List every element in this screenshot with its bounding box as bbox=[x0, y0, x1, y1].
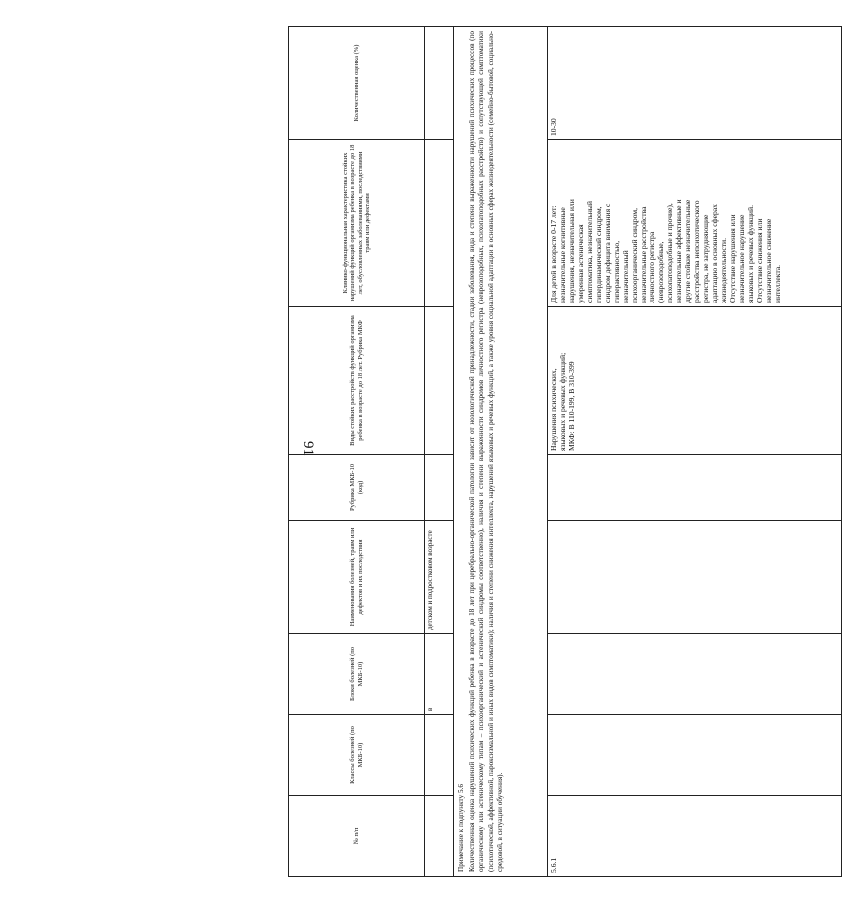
table-row bbox=[548, 27, 842, 877]
rotated-page-content bbox=[288, 27, 841, 877]
characteristic-line: регистра, не затрудняющие bbox=[701, 214, 711, 303]
page-number: 91 bbox=[300, 441, 316, 456]
characteristic-line: симптоматика, незначительный bbox=[584, 201, 594, 303]
subheader-row bbox=[425, 27, 454, 877]
characteristic-line: интеллекта. bbox=[772, 264, 782, 303]
characteristic-line: незначительные когнитивные bbox=[557, 207, 567, 303]
header-disease-blocks: Блоки болезней (по МКБ-10) bbox=[289, 634, 425, 715]
quantitative-score: 10-30 bbox=[548, 27, 842, 140]
header-disease-names: Наименования болезней, травм или дефектов и их последствия bbox=[289, 521, 425, 634]
characteristic-line: психоорганический синдром, bbox=[629, 208, 639, 303]
characteristic-line: языковых и речевых функций. bbox=[745, 205, 755, 303]
header-disease-classes: Классы болезней (по МКБ-10) bbox=[289, 715, 425, 796]
header-number: № п/п bbox=[289, 796, 425, 877]
characteristic-line: незначительное нарушение bbox=[737, 214, 747, 303]
row-number: 5.6.1 bbox=[548, 796, 842, 877]
characteristic-line: нарушения, незначительная или bbox=[566, 199, 576, 303]
header-disorder-types: Виды стойких расстройств функций организма ребенка в возрасте до 18 лет. Рубрика МКФ bbox=[289, 307, 425, 455]
note-row bbox=[454, 27, 548, 877]
characteristic-line: Отсутствие снижения или bbox=[754, 218, 764, 303]
disorder-type-line: МКФ: В 110-199, В 310-399 bbox=[566, 361, 576, 451]
disorder-type-line: Нарушения психических, bbox=[549, 368, 558, 451]
characteristic-line: незначительный bbox=[620, 250, 630, 303]
note-cell bbox=[454, 27, 548, 877]
characteristic-line: незначительное снижение bbox=[763, 218, 773, 303]
characteristic-line: адаптацию в основных сферах bbox=[710, 204, 720, 303]
characteristic-line: гиперактивностью, bbox=[611, 240, 621, 303]
header-icd-code: Рубрика МКБ-10 (код) bbox=[289, 455, 425, 521]
characteristic-line: умеренная астеническая bbox=[575, 224, 585, 303]
header-clinical-characteristic: Клинико-функциональная характеристика стойких нарушений функций организма ребенка в возрасте до 18 лет, обусловленных заболеваниями, последствиями травм или дефектами bbox=[289, 140, 425, 307]
characteristic-line: жизнедеятельности. bbox=[719, 237, 729, 303]
header-quantitative-score: Количественная оценка (%) bbox=[289, 27, 425, 140]
characteristic-line: незначительные расстройства bbox=[638, 206, 648, 303]
characteristic-line: (неврозоподобные, bbox=[656, 241, 666, 303]
subheader-age-group: детском и подростковом возрасте bbox=[425, 521, 454, 634]
characteristic-line: синдром дефицита внимания с bbox=[602, 203, 612, 303]
disorder-type-line: языковых и речевых функций; bbox=[557, 352, 567, 451]
note-text: Количественная оценка нарушений психических функций ребенка в возрасте до 18 лет при церебрально-органической патологии зависит от нозологической принадлежности, стадии заболевания, вида и степени выраженности нарушений психических процессов (по органическому или астеническому типам – психоорганический и астенический синдромы соответственно), наличия и степени выраженности синдромов личностного регистра (неврозоподобных, психопатоподобных расстройств) и сопутствующей симптоматики (психотической, аффективной, пароксизмальной и иных видов симптоматики); наличия и степени снижения интеллекта, нарушений языковых и речевых функций, а также уровня социальной адаптации в основных сферах жизнедеятельности (семейно-бытовой, социально-средовой, в ситуации обучения). bbox=[467, 31, 504, 872]
clinical-characteristic-cell bbox=[548, 140, 842, 307]
characteristic-line: расстройства непсихотического bbox=[692, 200, 702, 303]
characteristic-line: личностного регистра bbox=[647, 231, 657, 303]
characteristic-line: Для детей в возрасте 0-17 лет: bbox=[549, 205, 558, 303]
disability-criteria-table bbox=[288, 26, 842, 877]
note-title: Примечание к подпункту 5.6 bbox=[457, 784, 465, 872]
characteristic-line: психопатоподобные и прочие), bbox=[665, 203, 675, 303]
subheader-block: в bbox=[425, 634, 454, 715]
characteristic-line: Отсутствие нарушения или bbox=[728, 214, 738, 303]
header-row bbox=[289, 27, 425, 877]
characteristic-line: незначительные аффективные и bbox=[674, 199, 684, 303]
disorder-types-cell bbox=[548, 307, 842, 455]
characteristic-line: другие стойкие незначительные bbox=[683, 199, 693, 303]
characteristic-line: гипердинамический синдром, bbox=[593, 206, 603, 303]
